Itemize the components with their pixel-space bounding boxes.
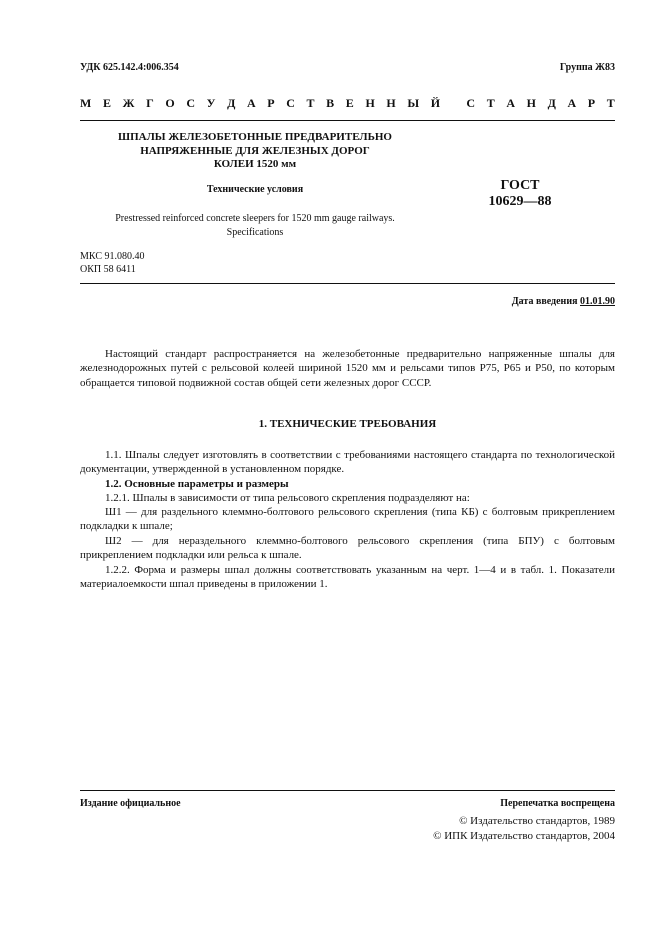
heading-letter: О bbox=[165, 96, 175, 110]
official-edition-note: Издание официальное bbox=[80, 798, 181, 809]
heading-letter: Р bbox=[267, 96, 275, 110]
heading-letter: Е bbox=[102, 96, 111, 110]
gost-label: ГОСТ bbox=[500, 178, 540, 193]
footer-divider bbox=[80, 790, 615, 791]
heading-letter: М bbox=[80, 96, 92, 110]
heading-letter: Н bbox=[526, 96, 536, 110]
interstate-standard-heading bbox=[80, 96, 615, 111]
gost-number: 10629—88 bbox=[488, 194, 552, 209]
section-title: 1. ТЕХНИЧЕСКИЕ ТРЕБОВАНИЯ bbox=[258, 418, 437, 430]
heading-letter: У bbox=[206, 96, 216, 110]
heading-letter: Т bbox=[606, 96, 615, 110]
heading-letter: Г bbox=[146, 96, 154, 110]
effective-date-value: 01.01.90 bbox=[580, 296, 615, 307]
paragraph-sh2: Ш2 — для нераздельного клеммно-болтового рельсового скрепления (типа БПУ) с болтовым прикреплением подкладки или рельса к шпале. bbox=[80, 535, 615, 562]
title-line-3: КОЛЕИ 1520 мм bbox=[213, 158, 297, 170]
mks-code: МКС 91.080.40 bbox=[80, 251, 145, 262]
heading-letter: С bbox=[186, 96, 195, 110]
heading-letter bbox=[452, 96, 455, 111]
heading-letter: Р bbox=[587, 96, 596, 110]
english-title-line-1: Prestressed reinforced concrete sleepers for 1520 mm gauge railways. bbox=[115, 213, 395, 224]
heading-letter: А bbox=[506, 96, 515, 110]
document-subtitle: Технические условия bbox=[206, 184, 304, 195]
title-block-divider bbox=[80, 283, 615, 284]
paragraph-1-2-heading: 1.2. Основные параметры и размеры bbox=[105, 478, 289, 490]
heading-letter: Ы bbox=[407, 96, 420, 110]
paragraph-1-2-1: 1.2.1. Шпалы в зависимости от типа рельсового скрепления подразделяют на: bbox=[105, 492, 470, 504]
heading-letter: А bbox=[567, 96, 577, 110]
heading-letter: Н bbox=[386, 96, 396, 110]
udk-code: УДК 625.142.4:006.354 bbox=[80, 62, 179, 73]
heading-letter: Т bbox=[306, 96, 315, 110]
effective-date-label: Дата введения bbox=[511, 296, 578, 307]
heading-letter: Ж bbox=[122, 96, 135, 110]
document-title bbox=[80, 131, 430, 172]
group-code: Группа Ж83 bbox=[559, 62, 615, 73]
classification-codes bbox=[80, 250, 144, 276]
heading-letter: Д bbox=[227, 96, 236, 110]
header-divider bbox=[80, 120, 615, 121]
heading-letter: Д bbox=[547, 96, 556, 110]
gost-designation bbox=[470, 178, 570, 210]
okp-code: ОКП 58 6411 bbox=[80, 264, 136, 275]
reprint-prohibited-note: Перепечатка воспрещена bbox=[500, 798, 615, 809]
heading-letter: Й bbox=[430, 96, 441, 110]
heading-letter: А bbox=[246, 96, 256, 110]
heading-letter: С bbox=[286, 96, 295, 110]
intro-paragraph: Настоящий стандарт распространяется на железобетонные предварительно напряженные шпалы для железнодорожных путей с рельсовой колеей шириной 1520 мм и рельсами типов Р75, Р65 и Р50, по которым обращается типовой подвижной состав общей сети железных дорог СССР. bbox=[80, 348, 615, 389]
paragraph-1-2-2: 1.2.2. Форма и размеры шпал должны соответствовать указанным на черт. 1—4 и в табл. 1. Показатели материалоемкости шпал приведены в приложении 1. bbox=[80, 564, 615, 591]
heading-letter: В bbox=[326, 96, 335, 110]
heading-letter: Е bbox=[345, 96, 354, 110]
title-line-2: НАПРЯЖЕННЫЕ ДЛЯ ЖЕЛЕЗНЫХ ДОРОГ bbox=[140, 144, 370, 157]
copyright-1989: © Издательство стандартов, 1989 bbox=[459, 815, 615, 827]
paragraph-sh1: Ш1 — для раздельного клеммно-болтового рельсового скрепления (типа КБ) с болтовым прикреплением подкладки к шпале; bbox=[80, 506, 615, 533]
title-line-1: ШПАЛЫ ЖЕЛЕЗОБЕТОННЫЕ ПРЕДВАРИТЕЛЬНО bbox=[118, 131, 392, 143]
english-title bbox=[80, 212, 430, 240]
english-title-line-2: Specifications bbox=[226, 227, 284, 238]
paragraph-1-1: 1.1. Шпалы следует изготовлять в соответствии с требованиями настоящего стандарта по технологической документации, утвержденной в установленном порядке. bbox=[80, 449, 615, 476]
heading-letter: Т bbox=[486, 96, 495, 110]
copyright-2004: © ИПК Издательство стандартов, 2004 bbox=[433, 830, 615, 842]
heading-letter: С bbox=[466, 96, 476, 110]
effective-date bbox=[512, 296, 615, 307]
heading-letter: Н bbox=[365, 96, 375, 110]
